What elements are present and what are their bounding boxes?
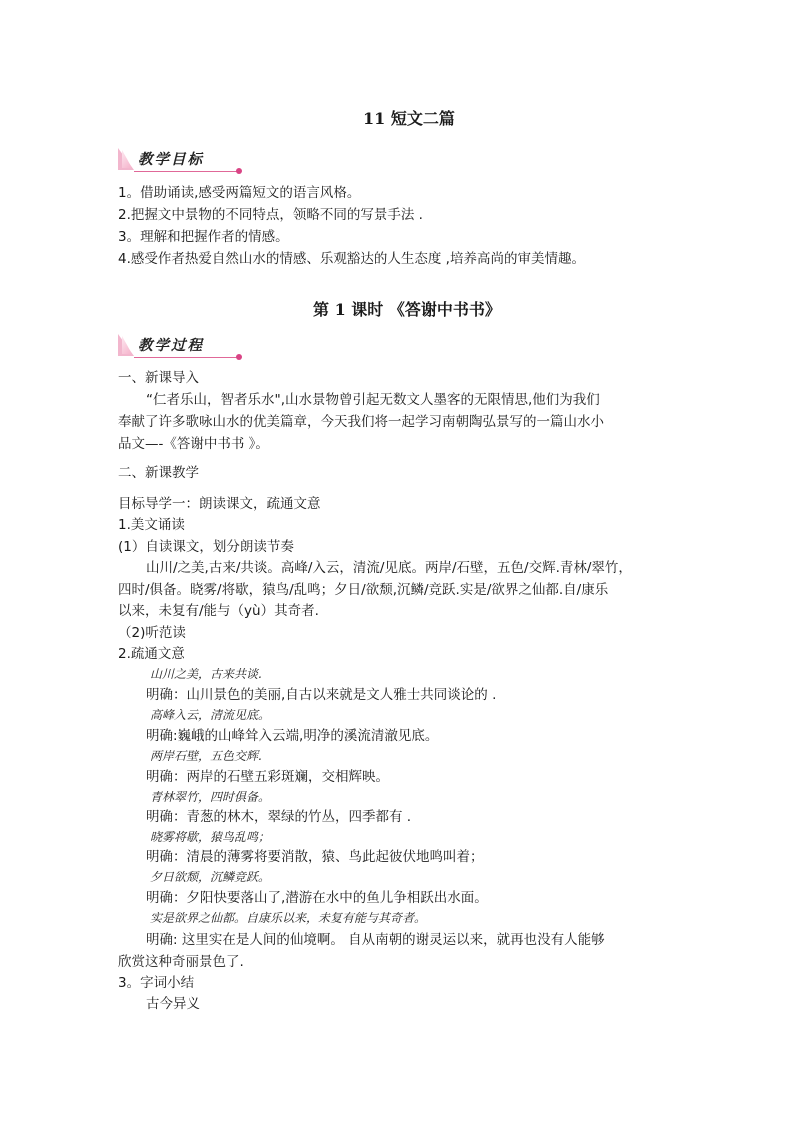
page-title: 11 短文二篇 xyxy=(363,109,455,128)
part-heading: 二、新课教学 xyxy=(118,465,199,481)
quote-line: 高峰入云，清流见底。 xyxy=(150,708,271,722)
quote-line: 青林翠竹，四时俱备。 xyxy=(150,790,271,804)
banner-label: 教学过程 xyxy=(138,337,204,354)
quote-line: 晓雾将歇，猿鸟乱鸣； xyxy=(150,830,271,844)
answer-line-continued: 欣赏这种奇丽景色了. xyxy=(118,954,244,970)
goal-item: 2.把握文中景物的不同特点，领略不同的写景手法 . xyxy=(118,207,423,223)
answer-line: 明确：两岸的石壁五彩斑斓，交相辉映。 xyxy=(146,769,389,785)
reading-line: 四时/俱备。晓雾/将歇，猿鸟/乱鸣；夕日/欲颓,沉鳞/竞跃.实是/欲界之仙都.自/康乐 xyxy=(118,582,609,598)
intro-line: 品文—-《答谢中书书 》。 xyxy=(118,436,269,452)
goal-guide-heading: 目标导学一：朗读课文，疏通文意 xyxy=(118,496,321,512)
answer-line: 明确：青葱的林木，翠绿的竹丛，四季都有 . xyxy=(146,809,412,825)
reading-line: 以来，未复有/能与（yù）其奇者. xyxy=(118,603,319,619)
goal-item: 3。理解和把握作者的情感。 xyxy=(118,229,289,245)
answer-line: 明确：山川景色的美丽,自古以来就是文人雅士共同谈论的 . xyxy=(146,687,497,703)
quote-line: 实是欲界之仙都。自康乐以来，未复有能与其奇者。 xyxy=(150,911,427,925)
goal-item: 4.感受作者热爱自然山水的情感、乐观豁达的人生态度 ,培养高尚的审美情趣。 xyxy=(118,251,585,267)
answer-line: 明确:巍峨的山峰耸入云端,明净的溪流清澈见底。 xyxy=(146,728,439,744)
answer-line: 明确：夕阳快要落山了,潜游在水中的鱼儿争相跃出水面。 xyxy=(146,890,488,906)
quote-line: 山川之美，古来共谈. xyxy=(150,667,262,681)
answer-line: 明确: 这里实在是人间的仙境啊。 自从南朝的谢灵运以来，就再也没有人能够 xyxy=(146,932,605,948)
item-heading: 1.美文诵读 xyxy=(118,517,185,533)
item-heading: 2.疏通文意 xyxy=(118,646,185,662)
sub-item-heading: 古今异义 xyxy=(146,996,200,1012)
banner-underline xyxy=(134,171,238,172)
section-banner-process xyxy=(118,334,238,356)
quote-line: 两岸石壁，五色交辉. xyxy=(150,749,262,763)
quote-line: 夕日欲颓，沉鳞竞跃。 xyxy=(150,870,271,884)
banner-label: 教学目标 xyxy=(138,151,204,168)
banner-dot-icon xyxy=(236,354,242,360)
section-banner-goals xyxy=(118,148,238,170)
reading-line: 山川/之美,古来/共谈。高峰/入云，清流/见底。两岸/石壁，五色/交辉.青林/翠竹， xyxy=(146,560,632,576)
banner-dot-icon xyxy=(236,168,242,174)
intro-line: 奉献了许多歌咏山水的优美篇章，今天我们将一起学习南朝陶弘景写的一篇山水小 xyxy=(118,414,604,430)
goal-item: 1。借助诵读,感受两篇短文的语言风格。 xyxy=(118,185,361,201)
banner-underline xyxy=(134,357,238,358)
answer-line: 明确：清晨的薄雾将要消散，猿、鸟此起彼伏地鸣叫着； xyxy=(146,849,484,865)
sub-item-heading: （2)听范读 xyxy=(118,625,186,641)
lesson-title: 第 1 课时 《答谢中书书》 xyxy=(313,300,501,319)
item-heading: 3。字词小结 xyxy=(118,975,195,991)
intro-line: “仁者乐山，智者乐水",山水景物曾引起无数文人墨客的无限情思,他们为我们 xyxy=(146,392,600,408)
part-heading: 一、新课导入 xyxy=(118,370,199,386)
sub-item-heading: (1）自读课文，划分朗读节奏 xyxy=(118,539,294,555)
